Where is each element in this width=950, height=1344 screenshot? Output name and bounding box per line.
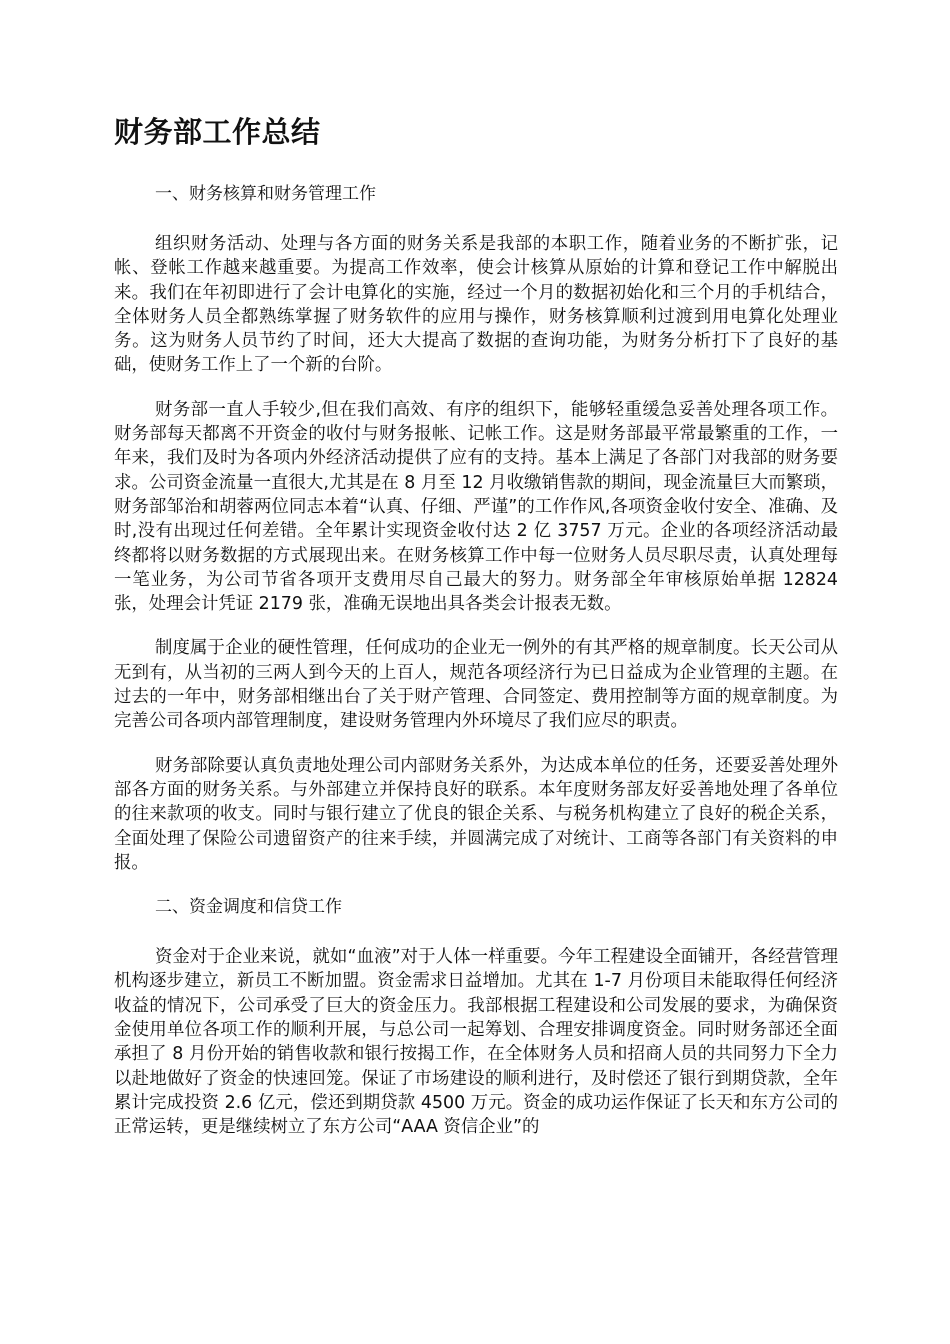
paragraph: 制度属于企业的硬性管理，任何成功的企业无一例外的有其严格的规章制度。长天公司从无到有，从当初的三两人到今天的上百人，规范各项经济行为已日益成为企业管理的主题。在过去的一年中，财务部相继出台了关于财产管理、合同签定、费用控制等方面的规章制度。为完善公司各项内部管理制度，建设财务管理内外环境尽了我们应尽的职责。 (114, 638, 838, 732)
document-title: 财务部工作总结 (114, 115, 321, 149)
section-heading-1: 一、财务核算和财务管理工作 (155, 184, 376, 204)
paragraph: 组织财务活动、处理与各方面的财务关系是我部的本职工作，随着业务的不断扩张，记帐、登帐工作越来越重要。为提高工作效率，使会计核算从原始的计算和登记工作中解脱出来。我们在年初即进行了会计电算化的实施，经过一个月的数据初始化和三个月的手机结合，全体财务人员全都熟练掌握了财务软件的应用与操作，财务核算顺利过渡到用电算化处理业务。这为财务人员节约了时间，还大大提高了数据的查询功能，为财务分析打下了良好的基础，使财务工作上了一个新的台阶。 (114, 234, 838, 376)
paragraph: 资金对于企业来说，就如“血液”对于人体一样重要。今年工程建设全面铺开，各经营管理机构逐步建立，新员工不断加盟。资金需求日益增加。尤其在 1-7 月份项目未能取得任何经济收益的情况下，公司承受了巨大的资金压力。我部根据工程建设和公司发展的要求，为确保资金使用单位各项工作的顺利开展，与总公司一起筹划、合理安排调度资金。同时财务部还全面承担了 8 月份开始的销售收款和银行按揭工作，在全体财务人员和招商人员的共同努力下全力以赴地做好了资金的快速回笼。保证了市场建设的顺利进行，及时偿还了银行到期贷款，全年累计完成投资 2.6 亿元，偿还到期贷款 4500 万元。资金的成功运作保证了长天和东方公司的正常运转，更是继续树立了东方公司“AAA 资信企业”的 (114, 947, 838, 1138)
paragraph: 财务部除要认真负责地处理公司内部财务关系外，为达成本单位的任务，还要妥善处理外部各方面的财务关系。与外部建立并保持良好的联系。本年度财务部友好妥善地处理了各单位的往来款项的收支。同时与银行建立了优良的银企关系、与税务机构建立了良好的税企关系，全面处理了保险公司遗留资产的往来手续，并圆满完成了对统计、工商等各部门有关资料的申报。 (114, 755, 838, 873)
section-heading-2: 二、资金调度和信贷工作 (155, 897, 342, 918)
paragraph: 财务部一直人手较少,但在我们高效、有序的组织下，能够轻重缓急妥善处理各项工作。财务部每天都离不开资金的收付与财务报帐、记帐工作。这是财务部最平常最繁重的工作，一年来，我们及时为各项内外经济活动提供了应有的支持。基本上满足了各部门对我部的财务要求。公司资金流量一直很大,尤其是在 8 月至 12 月收缴销售款的期间，现金流量巨大而繁琐，财务部邹治和胡蓉两位同志本着“认真、仔细、严谨”的工作作风,各项资金收付安全、准确、及时,没有出现过任何差错。全年累计实现资金收付达 2 亿 3757 万元。企业的各项经济活动最终都将以财务数据的方式展现出来。在财务核算工作中每一位财务人员尽职尽责，认真处理每一笔业务，为公司节省各项开支费用尽自己最大的努力。财务部全年审核原始单据 12824 张，处理会计凭证 2179 张，准确无误地出具各类会计报表无数。 (114, 399, 838, 615)
document-body (114, 112, 838, 1160)
